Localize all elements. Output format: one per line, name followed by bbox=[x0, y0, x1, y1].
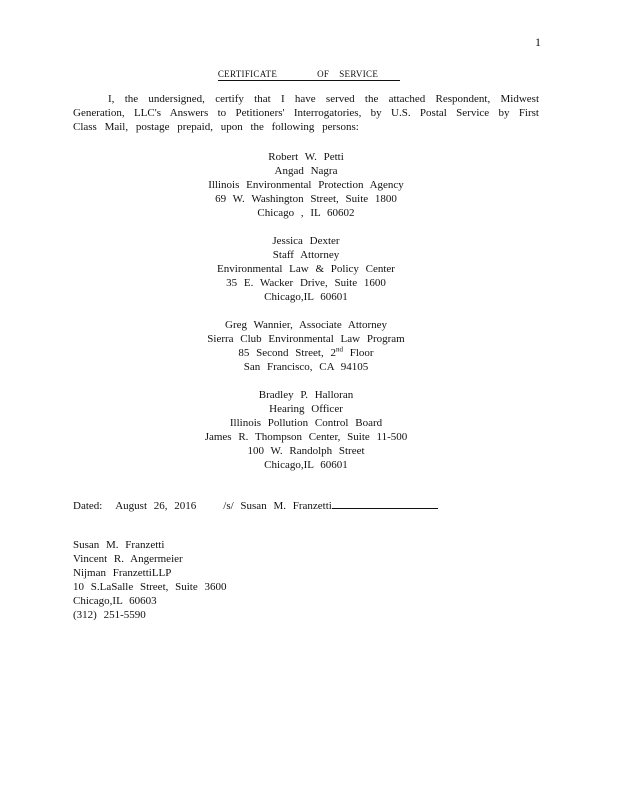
recipient-line: James R. Thompson Center, Suite 11-500 bbox=[204, 431, 408, 443]
title-word-of: OF bbox=[317, 69, 330, 79]
title-word-service: SERVICE bbox=[339, 69, 379, 79]
recipient-block bbox=[0, 318, 612, 374]
certificate-title bbox=[0, 67, 618, 81]
recipient-line: Sierra Club Environmental Law Program bbox=[207, 333, 405, 345]
recipient-line: Greg Wannier, Associate Attorney bbox=[225, 319, 387, 331]
recipient-line: Chicago,IL 60601 bbox=[264, 291, 348, 303]
recipient-line: Hearing Officer bbox=[269, 403, 343, 415]
dated-signature-line bbox=[73, 498, 438, 513]
recipient-line: Jessica Dexter bbox=[272, 235, 340, 247]
recipient-block bbox=[0, 234, 612, 304]
recipient-block bbox=[0, 388, 612, 472]
recipient-line: 100 W. Randolph Street bbox=[247, 445, 365, 457]
counsel-line: Chicago,IL 60603 bbox=[73, 595, 157, 607]
recipient-line: 35 E. Wacker Drive, Suite 1600 bbox=[226, 277, 386, 289]
floor-line-prefix: 85 Second Street, 2 bbox=[238, 347, 336, 359]
recipient-line: Chicago , IL 60602 bbox=[257, 207, 355, 219]
dated-label: Dated: bbox=[73, 500, 103, 512]
electronic-signature: /s/ Susan M. Franzetti bbox=[223, 500, 332, 512]
page-number: 1 bbox=[535, 35, 541, 49]
recipient-line: Staff Attorney bbox=[272, 249, 340, 261]
recipient-line: Robert W. Petti bbox=[268, 151, 344, 163]
counsel-line: Nijman FranzettiLLP bbox=[73, 567, 172, 579]
certification-paragraph: I, the undersigned, certify that I have served the attached Respondent, Midwest Generation, LLC's Answers to Petitioners' Interrogatories, by U.S. Postal Service by First Class Mail, postage prepaid, upon the following persons: bbox=[73, 93, 539, 133]
recipient-line: Bradley P. Halloran bbox=[258, 389, 354, 401]
recipient-line: 69 W. Washington Street, Suite 1800 bbox=[215, 193, 397, 205]
dated-date: August 26, 2016 bbox=[115, 500, 197, 512]
recipient-list bbox=[0, 150, 612, 486]
counsel-line: (312) 251-5590 bbox=[73, 609, 146, 621]
counsel-line: Vincent R. Angermeier bbox=[73, 553, 183, 565]
recipient-block bbox=[0, 150, 612, 220]
floor-line-sup: nd bbox=[335, 345, 343, 354]
recipient-line: Illinois Environmental Protection Agency bbox=[208, 179, 404, 191]
counsel-line: 10 S.LaSalle Street, Suite 3600 bbox=[73, 581, 227, 593]
counsel-block bbox=[73, 538, 226, 622]
recipient-line: Environmental Law & Policy Center bbox=[217, 263, 395, 275]
floor-line-suffix: Floor bbox=[342, 347, 374, 359]
recipient-line: Angad Nagra bbox=[274, 165, 338, 177]
recipient-line bbox=[0, 346, 612, 360]
title-word-certificate: CERTIFICATE bbox=[217, 69, 278, 79]
signature-underline bbox=[332, 498, 438, 509]
recipient-line: Chicago,IL 60601 bbox=[264, 459, 348, 471]
counsel-line: Susan M. Franzetti bbox=[73, 539, 165, 551]
recipient-line: Illinois Pollution Control Board bbox=[229, 417, 383, 429]
recipient-line: San Francisco, CA 94105 bbox=[243, 361, 369, 373]
